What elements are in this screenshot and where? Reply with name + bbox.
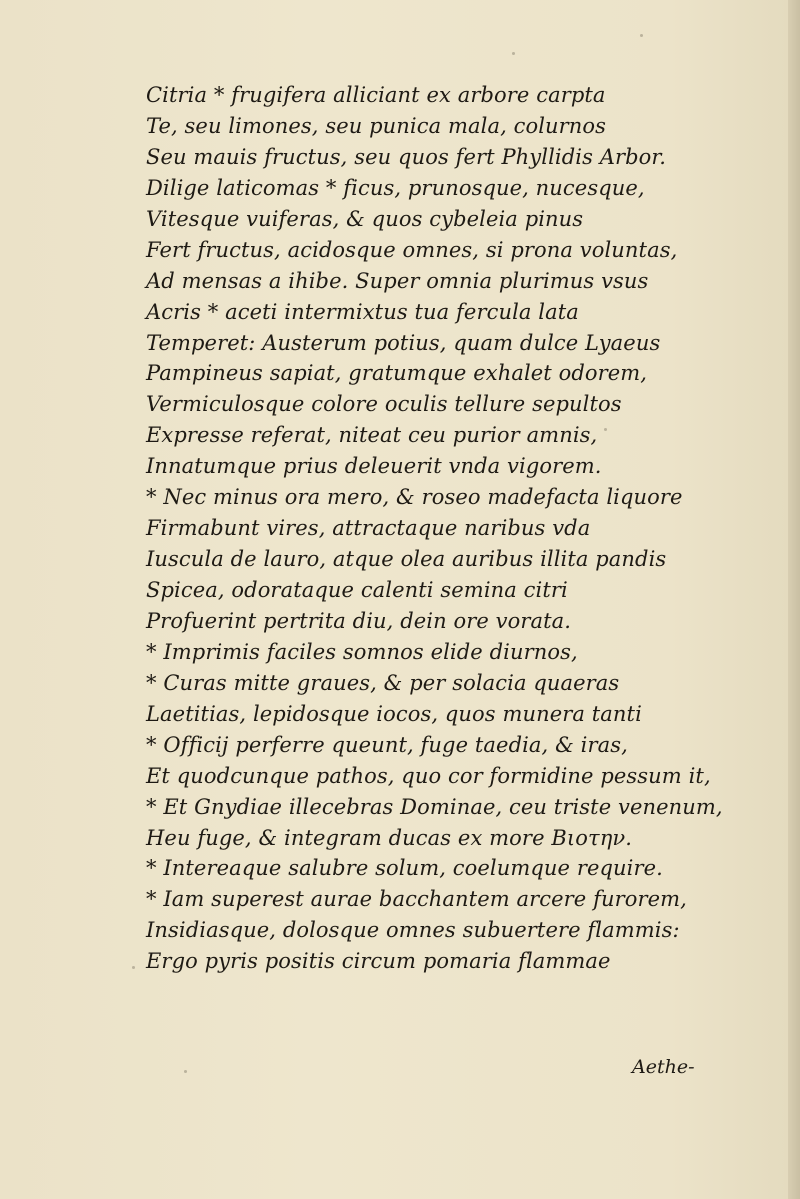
verse-line: Insidiasque, dolosque omnes subuertere flammis: bbox=[146, 918, 680, 943]
verse-line: Ergo pyris positis circum pomaria flammae bbox=[146, 949, 611, 974]
verse-line: * Et Gnydiae illecebras Dominae, ceu triste venenum, bbox=[146, 794, 723, 819]
verse-line: Firmabunt vires, attractaque naribus vda bbox=[146, 516, 591, 541]
verse-line: Acris * aceti intermixtus tua fercula lata bbox=[146, 299, 579, 324]
verse-line: Expresse referat, niteat ceu purior amnis, bbox=[146, 423, 598, 448]
page-edge bbox=[788, 0, 800, 1199]
verse-line: Innatumque prius deleuerit vnda vigorem. bbox=[146, 454, 602, 479]
verse-line: * Officij perferre queunt, fuge taedia, & iras, bbox=[146, 732, 628, 757]
verse-line: Dilige laticomas * ficus, prunosque, nucesque, bbox=[146, 175, 645, 200]
verse-line: Fert fructus, acidosque omnes, si prona voluntas, bbox=[146, 237, 678, 262]
paper-speck bbox=[184, 1070, 187, 1073]
verse-line: * Nec minus ora mero, & roseo madefacta liquore bbox=[146, 485, 683, 510]
verse-line: Vermiculosque colore oculis tellure sepultos bbox=[146, 392, 622, 417]
paper-speck bbox=[604, 428, 607, 431]
paper-speck bbox=[640, 34, 643, 37]
verse-line: Ad mensas a ihibe. Super omnia plurimus vsus bbox=[146, 268, 649, 293]
verse-line: Citria * frugifera alliciant ex arbore carpta bbox=[146, 83, 606, 107]
verse-line: Heu fuge, & integram ducas ex more Βιοτην. bbox=[146, 825, 633, 850]
catchword: Aethe- bbox=[632, 1056, 695, 1078]
verse-line: Te, seu limones, seu punica mala, colurnos bbox=[146, 113, 607, 138]
verse-line: * Imprimis faciles somnos elide diurnos, bbox=[146, 639, 578, 664]
verse-line: Profuerint pertrita diu, dein ore vorata. bbox=[146, 608, 572, 633]
verse-line: Temperet: Austerum potius, quam dulce Lyaeus bbox=[146, 330, 661, 355]
verse-line: Laetitias, lepidosque iocos, quos munera tanti bbox=[146, 701, 642, 726]
paper-speck bbox=[512, 52, 515, 55]
verse-block bbox=[146, 80, 746, 977]
verse-line: Spicea, odorataque calenti semina citri bbox=[146, 578, 568, 602]
verse-line: * Intereaque salubre solum, coelumque require. bbox=[146, 856, 663, 881]
verse-line: Vitesque vuiferas, & quos cybeleia pinus bbox=[146, 206, 584, 231]
verse-line: Pampineus sapiat, gratumque exhalet odorem, bbox=[146, 361, 648, 386]
verse-line: Et quodcunque pathos, quo cor formidine pessum it, bbox=[146, 763, 711, 788]
paper-speck bbox=[132, 966, 135, 969]
verse-line: * Curas mitte graues, & per solacia quaeras bbox=[146, 670, 620, 695]
verse-line: * Iam superest aurae bacchantem arcere furorem, bbox=[146, 887, 687, 912]
verse-line: Iuscula de lauro, atque olea auribus illita pandis bbox=[146, 547, 667, 572]
verse-line: Seu mauis fructus, seu quos fert Phyllidis Arbor. bbox=[146, 144, 667, 169]
